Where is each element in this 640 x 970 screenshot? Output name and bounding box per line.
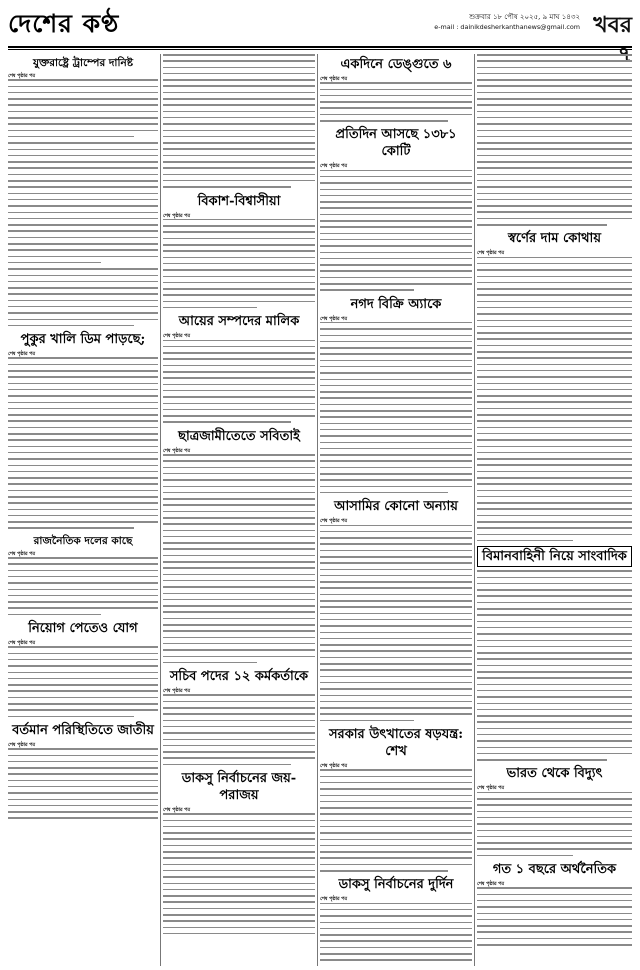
- dateline: শেষ পৃষ্ঠার পর: [320, 163, 348, 170]
- story-bikash: [163, 193, 315, 309]
- story-col4-intro: [477, 54, 632, 226]
- body-text: [8, 748, 158, 819]
- body-text: [477, 570, 632, 760]
- story-accused: [320, 498, 472, 721]
- dateline: শেষ পৃষ্ঠার পর: [477, 881, 505, 888]
- dateline: শেষ পৃষ্ঠার পর: [163, 333, 191, 340]
- dateline: শেষ পৃষ্ঠার পর: [163, 447, 191, 454]
- column-3: [320, 54, 472, 966]
- headline: একদিনে ডেঙ্গুতে ৬: [340, 57, 452, 72]
- story-dacu-a: [163, 770, 315, 934]
- headline: নগদ বিক্রি অ্যাকে: [350, 296, 442, 312]
- story-govt: [320, 726, 472, 872]
- story-daily: [320, 126, 472, 290]
- dateline: শেষ পৃষ্ঠার পর: [320, 518, 348, 525]
- dateline: শেষ পৃষ্ঠার পর: [8, 640, 36, 647]
- headline: প্রতিদিন আসছে ১৩৮১ কোটি: [335, 127, 457, 160]
- body-text: [8, 646, 158, 717]
- story-political: [8, 534, 158, 615]
- body-text: [320, 525, 472, 722]
- headline: নিয়োগ পেতেও যোগ: [28, 621, 138, 637]
- dateline: শেষ পৃষ্ঠার পর: [477, 250, 505, 257]
- body-text: [477, 887, 632, 945]
- headline: বিকাশ-বিশ্বাসীয়া: [197, 193, 281, 209]
- headline: গত ১ বছরে অর্থনৈতিক: [492, 862, 617, 878]
- column-divider: [317, 54, 318, 966]
- newspaper-logo: দেশের কণ্ঠ: [8, 9, 120, 38]
- dateline: শেষ পৃষ্ঠার পর: [320, 315, 348, 322]
- column-2: [163, 54, 315, 966]
- headline: পুকুর খালি ডিম পাড়ছে;: [20, 332, 146, 348]
- body-text: [163, 54, 315, 188]
- story-gold: [477, 230, 632, 541]
- dateline: শেষ পৃষ্ঠার পর: [163, 688, 191, 695]
- dateline: শেষ পৃষ্ঠার পর: [8, 741, 36, 748]
- body-text: [8, 357, 158, 529]
- headline: ডাকসু নির্বাচনের জয়-পরাজয়: [181, 770, 297, 803]
- headline: সচিব পদের ১২ কর্মকর্তাকে: [169, 669, 309, 685]
- headline: আসামির কোনো অন্যায়: [334, 499, 458, 515]
- column-4: [477, 54, 632, 966]
- body-text: [163, 219, 315, 309]
- story-dacu-b: [320, 876, 472, 966]
- body-text: [163, 454, 315, 663]
- dateline: শেষ পৃষ্ঠার পর: [320, 763, 348, 770]
- headline: যুক্তরাষ্ট্রে ট্রাম্পের দানিষ্ট: [32, 57, 134, 69]
- masthead-rule-thin: [8, 49, 632, 50]
- headline: ডাকসু নির্বাচনের দুর্দিন: [338, 877, 454, 893]
- body-text: [163, 694, 315, 765]
- column-divider: [160, 54, 161, 966]
- dateline: শেষ পৃষ্ঠার পর: [320, 896, 348, 903]
- story-last: [477, 861, 632, 945]
- dateline: শেষ পৃষ্ঠার পর: [163, 212, 191, 219]
- column-1: [8, 54, 158, 966]
- story-secretary: [163, 668, 315, 765]
- body-text: [8, 557, 158, 615]
- dateline: শেষ পৃষ্ঠার পর: [8, 73, 36, 79]
- section-name: খবর: [593, 12, 632, 38]
- body-text: [163, 340, 315, 423]
- headline: ছাত্রজামীতেতে সবিতাই: [178, 428, 300, 444]
- body-text: [320, 903, 472, 966]
- body-text: [477, 257, 632, 542]
- headline: আয়ের সম্পদের মালিক: [178, 314, 300, 330]
- story-birds: [8, 331, 158, 529]
- body-text: [320, 170, 472, 291]
- dateline: শেষ পৃষ্ঠার পর: [163, 806, 191, 813]
- story-cash: [320, 296, 472, 494]
- body-text: [477, 54, 632, 226]
- story-aviation: [477, 546, 632, 760]
- body-text: [163, 813, 315, 934]
- body-text: [320, 82, 472, 121]
- story-intro: [163, 54, 315, 188]
- dateline: শেষ পৃষ্ঠার পর: [8, 550, 36, 557]
- story-trump: [8, 56, 158, 326]
- story-situation: [8, 722, 158, 819]
- contact-email: e-mail : dainikdesherkanthanews@gmail.com: [434, 23, 580, 31]
- headline: বর্তমান পরিস্থিতিতে জাতীয়: [12, 722, 154, 738]
- masthead: [8, 6, 632, 50]
- story-assets: [163, 313, 315, 423]
- dateline: শেষ পৃষ্ঠার পর: [320, 76, 348, 82]
- headline: ভারত থেকে বিদ্যুৎ: [506, 766, 603, 782]
- story-dengue: [320, 56, 472, 122]
- column-divider: [474, 54, 475, 966]
- body-text: [477, 792, 632, 856]
- story-recruit: [8, 620, 158, 717]
- body-text: [320, 769, 472, 871]
- story-all: [163, 428, 315, 664]
- body-text: [320, 322, 472, 494]
- dateline: শেষ পৃষ্ঠার পর: [8, 351, 36, 358]
- dateline: শেষ পৃষ্ঠার পর: [477, 785, 505, 792]
- headline: রাজনৈতিক দলের কাছে: [33, 534, 133, 547]
- body-text: [8, 79, 158, 326]
- masthead-rule: [8, 46, 632, 48]
- story-india: [477, 765, 632, 856]
- masthead-meta: [434, 12, 580, 32]
- headline: স্বর্ণের দাম কোথায়: [507, 231, 601, 247]
- headline: বিমানবাহিনী নিয়ে সাংবাদিক: [477, 546, 632, 567]
- issue-date: শুক্রবার ১৮ পৌষ ২০২৫, ৯ মাঘ ১৪৩২: [469, 13, 580, 21]
- headline: সরকার উৎখাতের ষড়যন্ত্র: শেখ: [328, 727, 464, 760]
